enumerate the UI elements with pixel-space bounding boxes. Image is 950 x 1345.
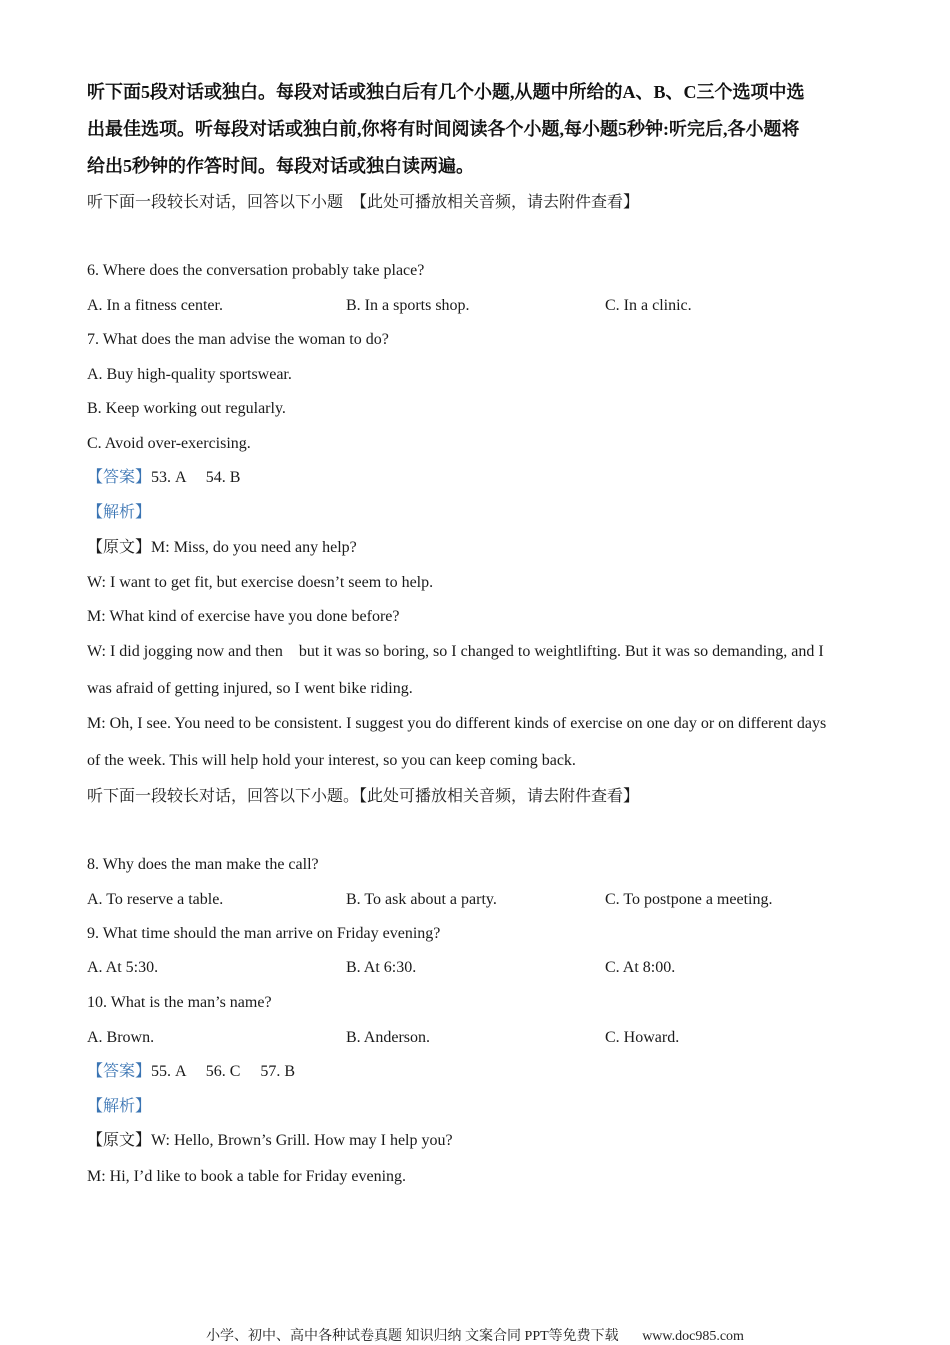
q6-option-c: C. In a clinic. [605, 297, 692, 314]
q9-option-b: B. At 6:30. [346, 959, 417, 976]
section1-transcript-line: of the week. This will help hold your interest, so you can keep coming back. [87, 752, 576, 769]
section2-analysis-label: 【解析】 [87, 1098, 152, 1115]
transcript-label: 【原文】 [87, 539, 152, 556]
transcript-label: 【原文】 [87, 1132, 152, 1149]
footer-link[interactable]: www.doc985.com [642, 1329, 744, 1344]
section1-answer [87, 468, 240, 488]
section1-analysis-label: 【解析】 [87, 504, 152, 521]
section1-transcript-line [87, 538, 357, 558]
question-8: 8. Why does the man make the call? [87, 856, 319, 873]
page-footer [0, 1325, 950, 1345]
instructions-line-1: 听下面5段对话或独白。每段对话或独白后有几个小题,从题中所给的A、B、C三个选项中选 [87, 82, 805, 102]
section1-transcript-line: M: What kind of exercise have you done before? [87, 608, 400, 625]
instructions-line-2: 出最佳选项。听每段对话或独白前,你将有时间阅读各个小题,每小题5秒钟:听完后,各小题将 [87, 119, 800, 139]
section1-transcript-line: M: Oh, I see. You need to be consistent. I suggest you do different kinds of exercise on one day or on different days [87, 715, 827, 732]
answer-text: 55. A 56. C 57. B [151, 1063, 296, 1080]
q7-option-a: A. Buy high-quality sportswear. [87, 366, 292, 383]
q9-option-c: C. At 8:00. [605, 959, 676, 976]
section1-intro: 听下面一段较长对话，回答以下小题 【此处可播放相关音频，请去附件查看】 [87, 194, 640, 211]
q7-option-b: B. Keep working out regularly. [87, 400, 286, 417]
q6-option-b: B. In a sports shop. [346, 297, 470, 314]
q10-option-c: C. Howard. [605, 1029, 680, 1046]
section2-intro: 听下面一段较长对话，回答以下小题。【此处可播放相关音频，请去附件查看】 [87, 788, 640, 805]
q8-option-c: C. To postpone a meeting. [605, 891, 773, 908]
transcript-text: W: Hello, Brown’s Grill. How may I help you? [151, 1132, 453, 1149]
transcript-text: M: Miss, do you need any help? [151, 539, 357, 556]
answer-label: 【答案】 [87, 1063, 152, 1080]
q10-option-a: A. Brown. [87, 1029, 155, 1046]
q10-option-b: B. Anderson. [346, 1029, 430, 1046]
section2-answer [87, 1062, 295, 1082]
footer-text: 小学、初中、高中各种试卷真题 知识归纳 文案合同 PPT等免费下载 [206, 1329, 619, 1344]
question-7: 7. What does the man advise the woman to do? [87, 331, 389, 348]
section1-transcript-line: W: I want to get fit, but exercise doesn’t seem to help. [87, 574, 434, 591]
answer-label: 【答案】 [87, 469, 152, 486]
q8-option-a: A. To reserve a table. [87, 891, 224, 908]
section1-transcript-line: W: I did jogging now and then but it was so boring, so I changed to weightlifting. But it was so demanding, and I [87, 643, 824, 660]
section2-transcript-line: M: Hi, I’d like to book a table for Friday evening. [87, 1168, 407, 1185]
answer-text: 53. A 54. B [151, 469, 241, 486]
question-9: 9. What time should the man arrive on Friday evening? [87, 925, 441, 942]
question-6: 6. Where does the conversation probably take place? [87, 262, 425, 279]
q8-option-b: B. To ask about a party. [346, 891, 497, 908]
q6-option-a: A. In a fitness center. [87, 297, 223, 314]
section1-transcript-line: was afraid of getting injured, so I went bike riding. [87, 680, 413, 697]
question-10: 10. What is the man’s name? [87, 994, 272, 1011]
q9-option-a: A. At 5:30. [87, 959, 159, 976]
instructions-line-3: 给出5秒钟的作答时间。每段对话或独白读两遍。 [87, 156, 474, 176]
section2-transcript-line [87, 1131, 453, 1151]
q7-option-c: C. Avoid over-exercising. [87, 435, 251, 452]
